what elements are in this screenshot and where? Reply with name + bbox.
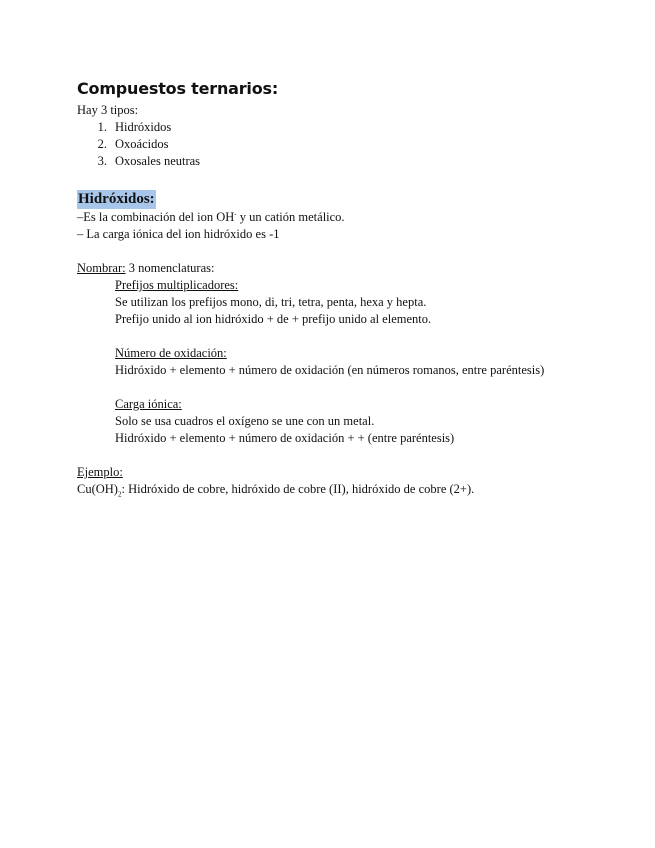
list-item [77,119,617,136]
list-label: Oxoácidos [115,137,169,151]
text-fragment: –Es la combinación del ion OH [77,210,235,224]
list-label: Hidróxidos [115,120,172,134]
prefijos-line-1: Se utilizan los prefijos mono, di, tri, tetra, penta, hexa y hepta. [115,295,427,309]
hidroxidos-section [77,190,617,243]
list-item [77,136,617,153]
spacer [77,379,617,396]
superscript-charge: - [234,209,237,218]
list-item [77,153,617,170]
ejemplo-line [77,481,617,498]
prefijos-block [77,277,617,328]
oxidacion-block [77,345,617,379]
hidroxidos-line-1 [77,209,617,226]
carga-block [77,396,617,447]
intro-text: Hay 3 tipos: [77,103,139,117]
spacer [77,328,617,345]
carga-line-1: Solo se usa cuadros el oxígeno se une con un metal. [115,414,375,428]
section-heading-hidroxidos: Hidróxidos: [78,191,155,207]
text-fragment: y un catión metálico. [236,210,345,224]
ejemplo-text: : Hidróxido de cobre, hidróxido de cobre (II), hidróxido de cobre (2+). [121,482,475,496]
document-page [77,78,617,498]
list-number: 3. [97,154,107,168]
hidroxidos-line-2: – La carga iónica del ion hidróxido es -1 [77,227,280,241]
formula-subscript: 2 [117,490,122,499]
types-list [77,119,617,170]
nombrar-line [77,260,617,277]
spacer [77,170,617,190]
prefijos-heading: Prefijos multiplicadores: [115,278,239,292]
list-label: Oxosales neutras [115,154,201,168]
spacer [77,243,617,260]
nombrar-text: 3 nomenclaturas: [125,261,215,275]
nombrar-label: Nombrar: [77,261,126,275]
ejemplo-label: Ejemplo: [77,465,123,479]
spacer [77,447,617,464]
oxidacion-heading: Número de oxidación: [115,346,227,360]
ejemplo-section [77,464,617,498]
carga-line-2: Hidróxido + elemento + número de oxidación + + (entre paréntesis) [115,431,455,445]
page-title: Compuestos ternarios: [77,79,279,98]
prefijos-line-2: Prefijo unido al ion hidróxido + de + prefijo unido al elemento. [115,312,432,326]
nombrar-section [77,260,617,447]
list-number: 1. [97,120,107,134]
oxidacion-line-1: Hidróxido + elemento + número de oxidación (en números romanos, entre paréntesis) [115,363,545,377]
list-number: 2. [97,137,107,151]
carga-heading: Carga iónica: [115,397,182,411]
formula-base: Cu(OH) [77,482,118,496]
